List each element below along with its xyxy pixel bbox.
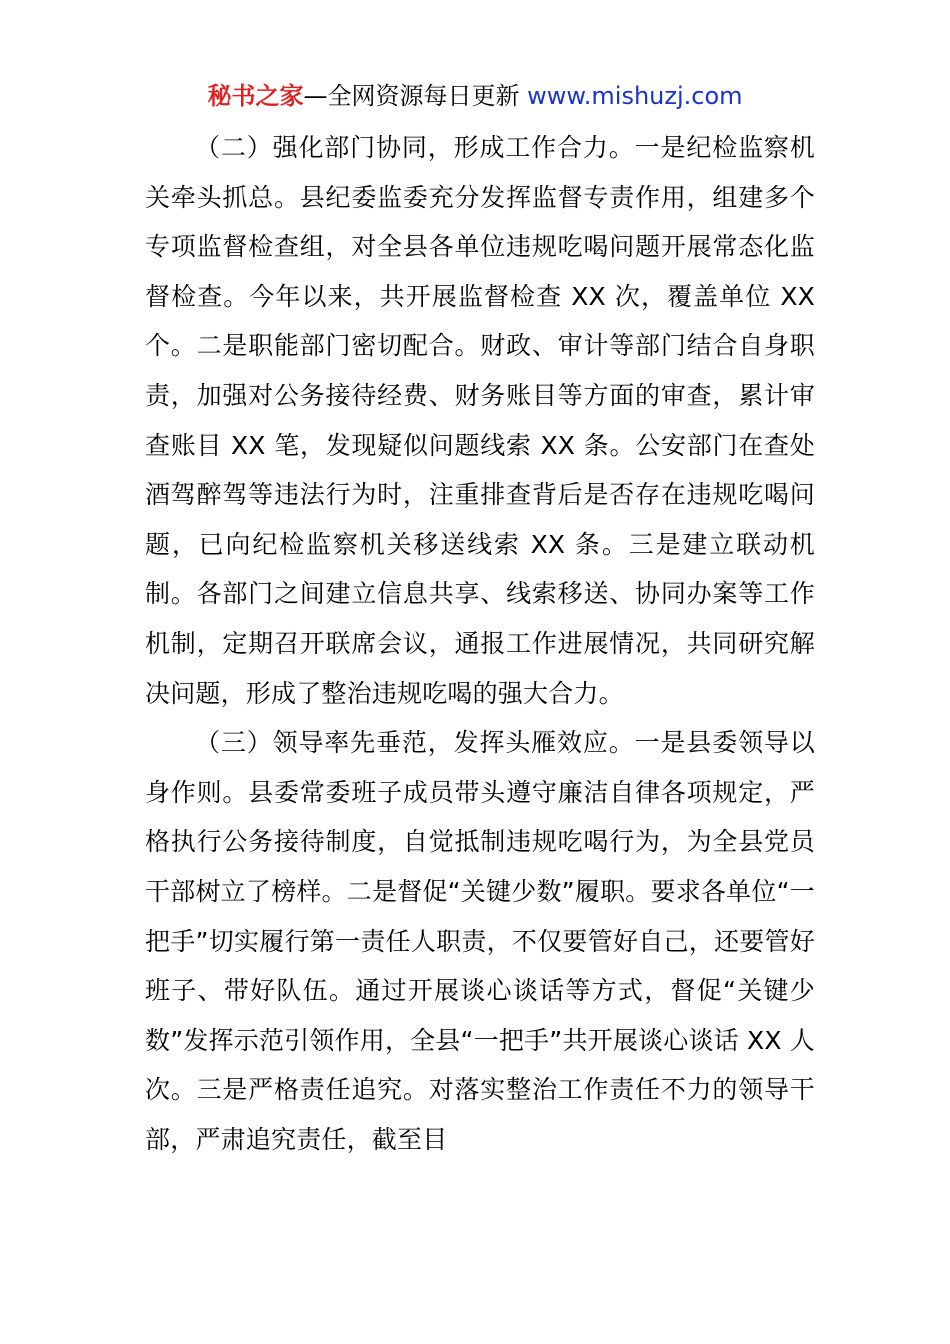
site-brand: 秘书之家 — [207, 82, 304, 110]
site-url-link[interactable]: www.mishuzj.com — [527, 82, 743, 110]
site-header — [0, 80, 950, 112]
document-body — [145, 123, 815, 1164]
paragraph-section-2: （二）强化部门协同，形成工作合力。一是纪检监察机关牵头抓总。县纪委监委充分发挥监督专责作用，组建多个专项监督检查组，对全县各单位违规吃喝问题开展常态化监督检查。今年以来，共开展监督检查 XX 次，覆盖单位 XX 个。二是职能部门密切配合。财政、审计等部门结合自身职责，加强对公务接待经费、财务账目等方面的审查，累计审查账目 XX 笔，发现疑似问题线索 XX 条。公安部门在查处酒驾醉驾等违法行为时，注重排查背后是否存在违规吃喝问题，已向纪检监察机关移送线索 XX 条。三是建立联动机制。各部门之间建立信息共享、线索移送、协同办案等工作机制，定期召开联席会议，通报工作进展情况，共同研究解决问题，形成了整治违规吃喝的强大合力。 — [145, 133, 815, 708]
site-tagline: —全网资源每日更新 — [303, 82, 528, 110]
paragraph-section-3: （三）领导率先垂范，发挥头雁效应。一是县委领导以身作则。县委常委班子成员带头遵守廉洁自律各项规定，严格执行公务接待制度，自觉抵制违规吃喝行为，为全县党员干部树立了榜样。二是督促“关键少数”履职。要求各单位“一把手”切实履行第一责任人职责，不仅要管好自己，还要管好班子、带好队伍。通过开展谈心谈话等方式，督促“关键少数”发挥示范引领作用，全县“一把手”共开展谈心谈话 XX 人次。三是严格责任追究。对落实整治工作责任不力的领导干部，严肃追究责任，截至目 — [145, 728, 816, 1154]
